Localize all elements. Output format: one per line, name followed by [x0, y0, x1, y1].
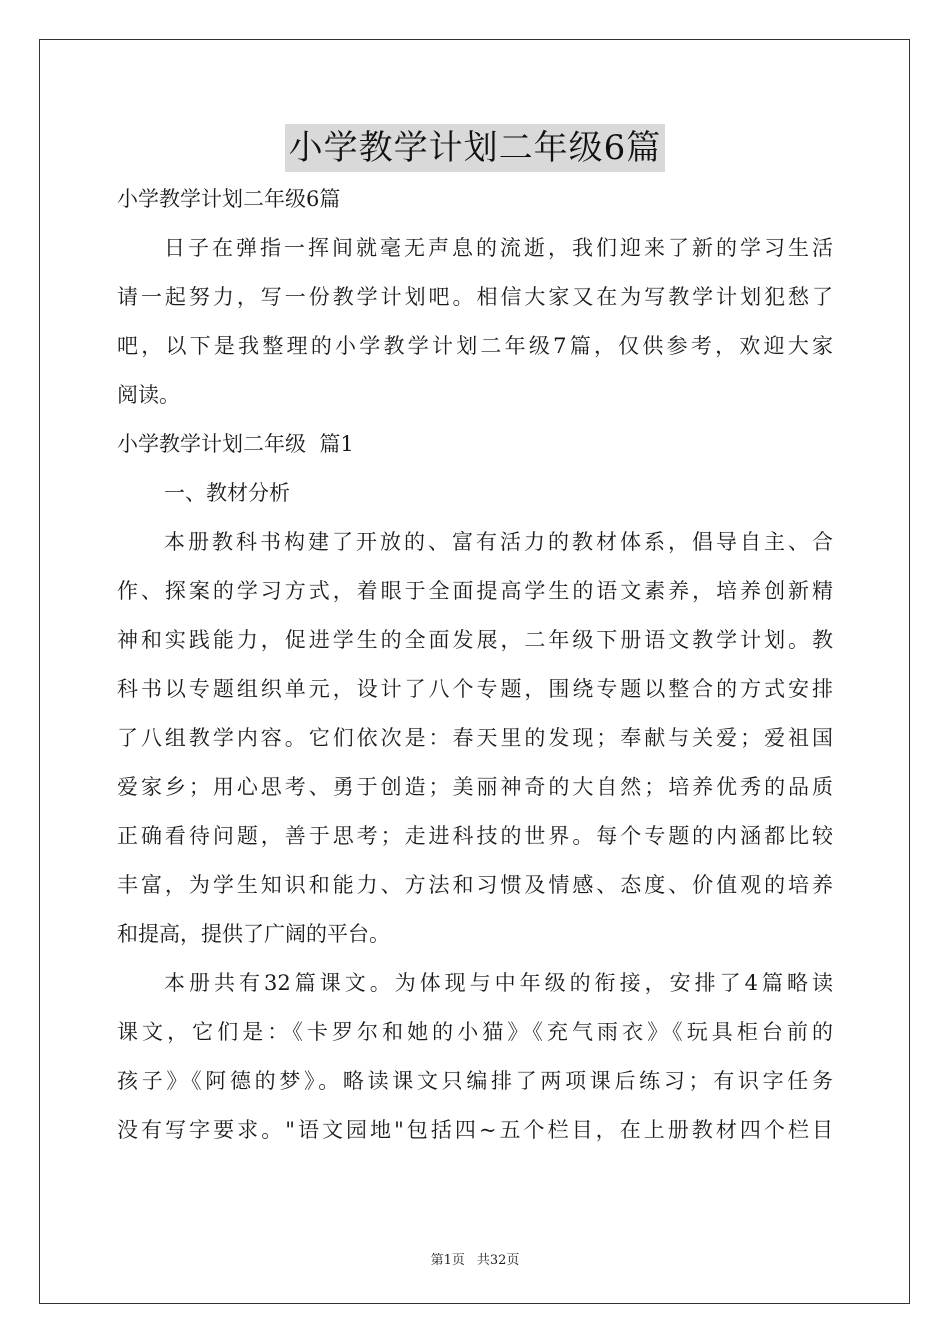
paragraph-line: 本册教科书构建了开放的、富有活力的教材体系，倡导自主、合	[164, 530, 833, 554]
paragraph-line: 本册共有32篇课文。为体现与中年级的衔接，安排了4篇略读	[164, 971, 833, 995]
section-heading: 小学教学计划二年级 篇1	[117, 432, 354, 456]
page-footer	[0, 1249, 950, 1268]
paragraph-line: 日子在弹指一挥间就毫无声息的流逝，我们迎来了新的学习生活	[164, 236, 833, 260]
paragraph-line: 了八组教学内容。它们依次是：春天里的发现；奉献与关爱；爱祖国	[117, 726, 833, 750]
paragraph-line: 没有写字要求。"语文园地"包括四~五个栏目，在上册教材四个栏目	[117, 1118, 833, 1142]
paragraph-line: 爱家乡；用心思考、勇于创造；美丽神奇的大自然；培养优秀的品质	[117, 775, 833, 799]
page-total: 共32页	[476, 1253, 520, 1268]
paragraph-line: 科书以专题组织单元，设计了八个专题，围绕专题以整合的方式安排	[117, 677, 833, 701]
title-block	[0, 124, 950, 172]
paragraph-line: 神和实践能力，促进学生的全面发展，二年级下册语文教学计划。教	[117, 628, 833, 652]
paragraph-line: 吧，以下是我整理的小学教学计划二年级7篇，仅供参考，欢迎大家	[117, 334, 833, 358]
paragraph-line: 和提高，提供了广阔的平台。	[117, 922, 390, 946]
paragraph-line: 课文，它们是：《卡罗尔和她的小猫》《充气雨衣》《玩具柜台前的	[117, 1020, 833, 1044]
paragraph-line: 正确看待问题，善于思考；走进科技的世界。每个专题的内涵都比较	[117, 824, 833, 848]
paragraph-line: 作、探案的学习方式，着眼于全面提高学生的语文素养，培养创新精	[117, 579, 833, 603]
document-body	[117, 175, 833, 1155]
subsection-heading: 一、教材分析	[164, 481, 290, 505]
page-number: 第1页	[430, 1253, 465, 1268]
paragraph-line: 请一起努力，写一份教学计划吧。相信大家又在为写教学计划犯愁了	[117, 285, 833, 309]
paragraph-line: 丰富，为学生知识和能力、方法和习惯及情感、态度、价值观的培养	[117, 873, 833, 897]
subtitle-line: 小学教学计划二年级6篇	[117, 187, 341, 211]
document-title: 小学教学计划二年级6篇	[285, 124, 666, 172]
paragraph-line: 孩子》《阿德的梦》。略读课文只编排了两项课后练习；有识字任务	[117, 1069, 833, 1093]
paragraph-line: 阅读。	[117, 383, 180, 407]
